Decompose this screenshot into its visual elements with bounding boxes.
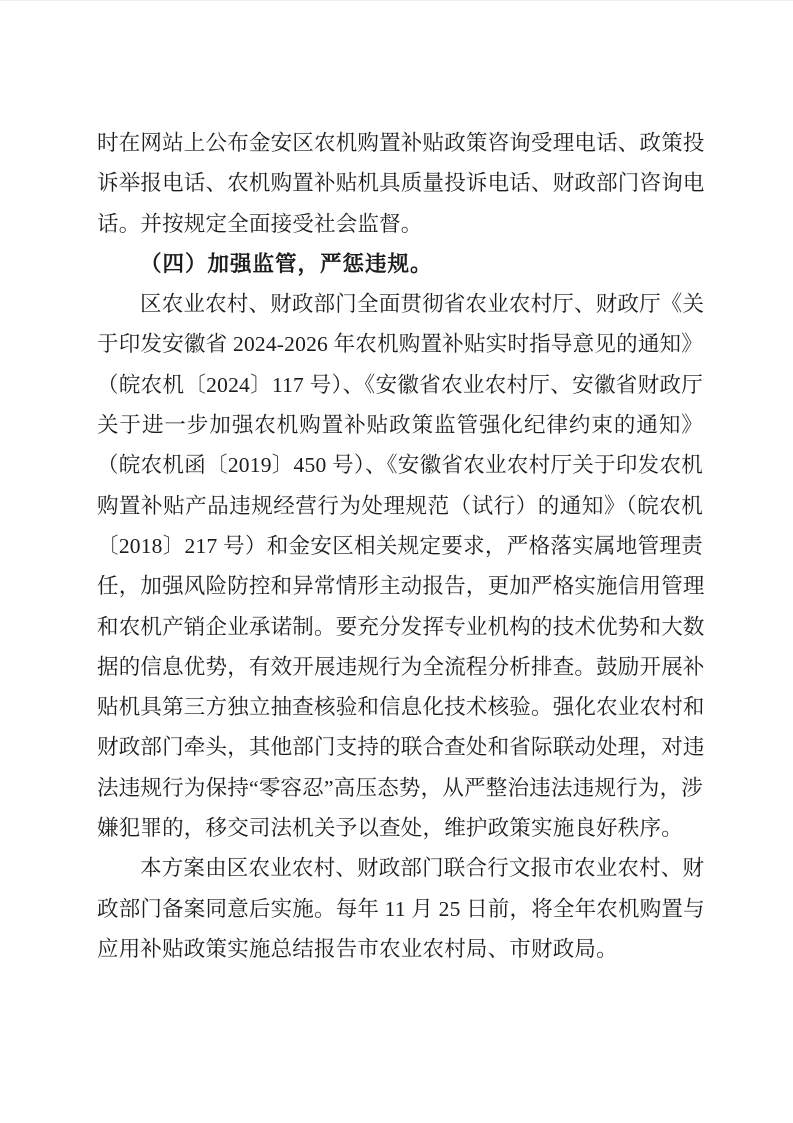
text-line: 本方案由区农业农村、财政部门联合行文报市农业农村、财: [140, 856, 705, 881]
text-line: 应用补贴政策实施总结报告市农业农村局、市财政局。: [97, 936, 618, 961]
text-line: 关于进一步加强农机购置补贴政策监管强化纪律约束的通知》: [97, 413, 703, 438]
text-line: 据的信息优势，有效开展违规行为全流程分析排查。鼓励开展补: [97, 654, 705, 679]
text-line: 和农机产销企业承诺制。要充分发挥专业机构的技术优势和大数: [97, 614, 705, 639]
text-line: 区农业农村、财政部门全面贯彻省农业农村厅、财政厅《关: [140, 292, 705, 317]
text-line: 嫌犯罪的，移交司法机关予以查处，维护政策实施良好秩序。: [97, 816, 683, 841]
text-line: 购置补贴产品违规经营行为处理规范（试行）的通知》（皖农机: [97, 493, 703, 518]
text-line: 贴机具第三方独立抽查核验和信息化技术核验。强化农业农村和: [97, 695, 705, 720]
text-line: 财政部门牵头，其他部门支持的联合查处和省际联动处理，对违: [97, 735, 705, 760]
document-text-block: [97, 123, 703, 969]
text-line: 诉举报电话、农机购置补贴机具质量投诉电话、财政部门咨询电: [97, 171, 705, 196]
text-line: （皖农机函〔2019〕450 号）、《安徽省农业农村厅关于印发农机: [97, 453, 703, 478]
text-line: 任，加强风险防控和异常情形主动报告，更加严格实施信用管理: [97, 574, 705, 599]
text-line: 话。并按规定全面接受社会监督。: [97, 211, 423, 236]
section-heading: （四）加强监管，严惩违规。: [140, 251, 433, 276]
text-line: （皖农机〔2024〕117 号）、《安徽省农业农村厅、安徽省财政厅: [97, 372, 703, 397]
text-line: 政部门备案同意后实施。每年 11 月 25 日前，将全年农机购置与: [97, 896, 705, 921]
text-line: 时在网站上公布金安区农机购置补贴政策咨询受理电话、政策投: [97, 131, 705, 155]
text-line: 法违规行为保持“零容忍”高压态势，从严整治违法违规行为，涉: [97, 775, 703, 800]
text-line: 于印发安徽省 2024-2026 年农机购置补贴实时指导意见的通知》: [97, 332, 703, 357]
text-line: 〔2018〕217 号）和金安区相关规定要求，严格落实属地管理责: [97, 533, 703, 558]
